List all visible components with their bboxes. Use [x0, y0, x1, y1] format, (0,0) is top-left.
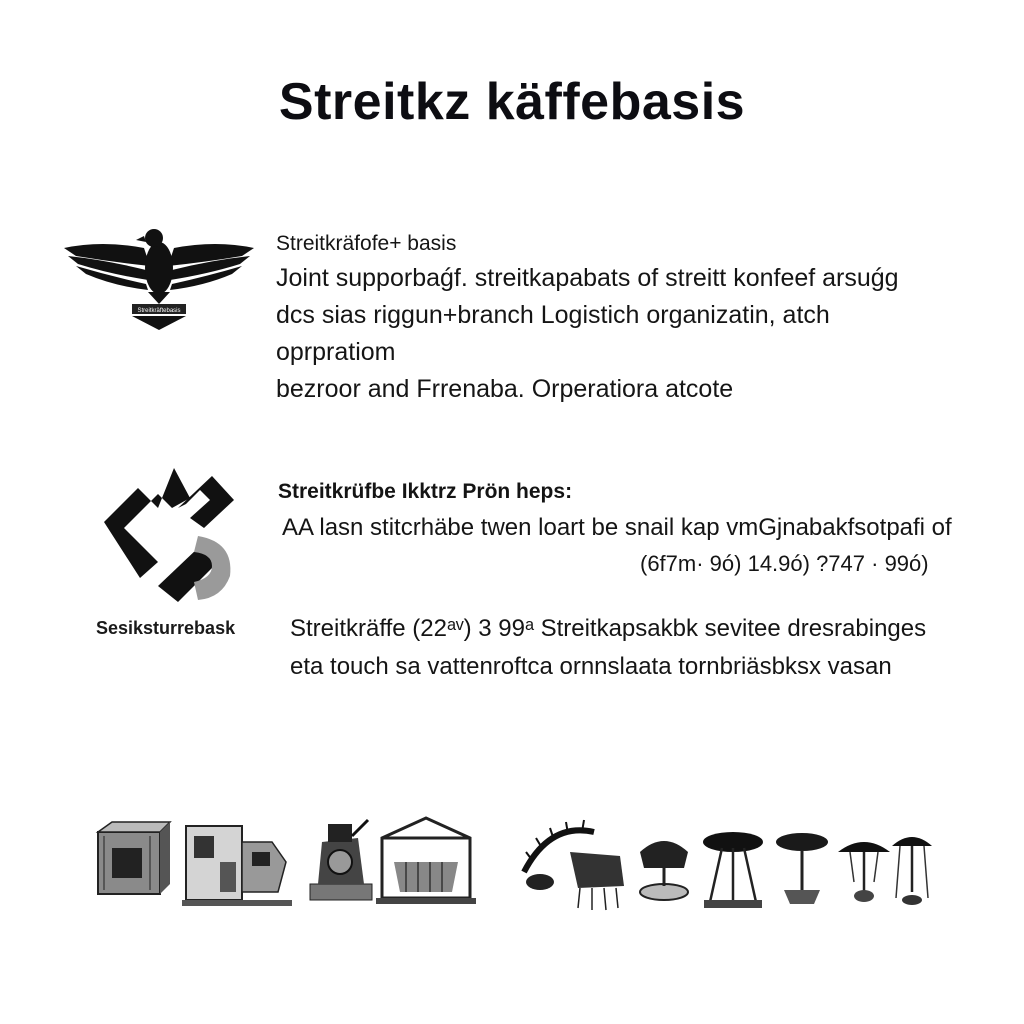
section2-para-line: Streitkräffe (22ᵃᵛ) 3 99ᵃ Streitkapsakbk sevitee dresrabinges	[290, 615, 927, 642]
vehicle-icon	[634, 812, 694, 922]
shipping-container-icon	[94, 812, 174, 922]
section2-para-line: eta touch sa vattenroftca ornnslaata tornbriäsbksx vasan	[290, 653, 892, 680]
umbrella-mount-icon	[834, 812, 894, 922]
field-machine-icon	[300, 812, 380, 922]
eagle-emblem-icon	[62, 226, 256, 334]
section1-line: bezroor and Frrenaba. Orperatiora atcote	[276, 375, 734, 403]
section1-line: dcs sias riggun+branch Logistich organizatin, atch oprpratiom	[276, 301, 830, 366]
knot-emblem-icon	[94, 466, 240, 612]
frame-rig-icon	[376, 812, 476, 922]
logo-caption: Sesiksturrebask	[96, 618, 236, 638]
section1-text	[276, 228, 936, 408]
equipment-row	[94, 812, 934, 922]
dish-array-icon	[890, 812, 934, 922]
svg-text:Streitkräftebasis: Streitkräftebasis	[137, 308, 181, 314]
page-title: Streitkz käffebasis	[278, 73, 746, 131]
tripod-mount-icon	[698, 812, 768, 922]
container-module-icon	[182, 812, 292, 922]
antenna-stand-icon	[770, 812, 834, 922]
section2-line: AA lasn stitcrhäbe twen loart be snail kap vmGjnabakfsotpafi of	[282, 514, 952, 541]
section1-line: Joint supporbaǵf. streitkapabats of streitt konfeef arsuǵg	[276, 264, 899, 292]
section2-heading: Streitkrüfbe Ikktrz Prön heps:	[278, 480, 573, 503]
section1-heading: Streitkräfofe+ basis	[276, 232, 457, 255]
section2-figures: (6f7m· 9ó) 14.9ó) ?747 · 99ó)	[640, 551, 929, 576]
section2-paragraph	[290, 610, 950, 686]
rotor-machine-icon	[520, 812, 630, 922]
